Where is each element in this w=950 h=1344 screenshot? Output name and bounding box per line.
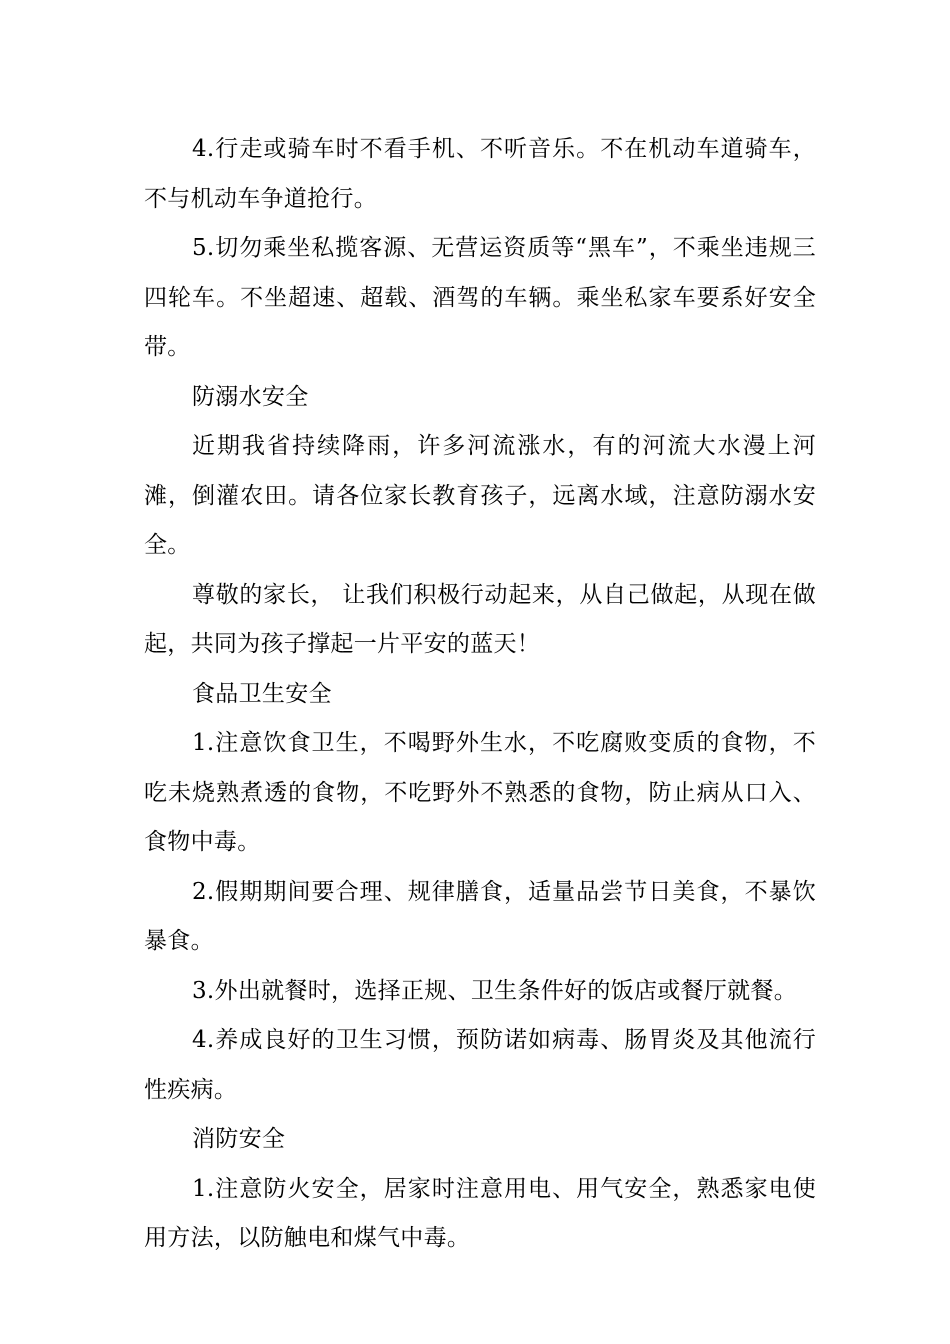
paragraph-traffic-5: 5.切勿乘坐私揽客源、无营运资质等“黑车”，不乘坐违规三四轮车。不坐超速、超载、酒驾的车辆。乘坐私家车要系好安全带。 [144, 235, 816, 360]
paragraph-food-3: 3.外出就餐时，选择正规、卫生条件好的饭店或餐厅就餐。 [192, 977, 798, 1004]
section-heading-fire-safety: 消防安全 [192, 1126, 286, 1152]
document-page [144, 125, 816, 1264]
paragraph-drowning: 近期我省持续降雨，许多河流涨水，有的河流大水漫上河滩，倒灌农田。请各位家长教育孩子，远离水域，注意防溺水安全。 [144, 433, 816, 558]
paragraph-food-4: 4.养成良好的卫生习惯，预防诺如病毒、肠胃炎及其他流行性疾病。 [144, 1027, 816, 1103]
section-heading-drowning: 防溺水安全 [192, 383, 309, 410]
section-heading-food-safety: 食品卫生安全 [192, 680, 332, 707]
paragraph-food-2: 2.假期期间要合理、规律膳食，适量品尝节日美食，不暴饮暴食。 [144, 878, 816, 954]
paragraph-fire-1: 1.注意防火安全，居家时注意用电、用气安全，熟悉家电使用方法，以防触电和煤气中毒。 [144, 1175, 816, 1251]
paragraph-parents-appeal: 尊敬的家长， 让我们积极行动起来，从自己做起，从现在做起，共同为孩子撑起一片平安的蓝天！ [144, 581, 816, 657]
paragraph-traffic-4: 4.行走或骑车时不看手机、不听音乐。不在机动车道骑车，不与机动车争道抢行。 [144, 136, 816, 212]
paragraph-food-1: 1.注意饮食卫生，不喝野外生水，不吃腐败变质的食物，不吃未烧熟煮透的食物，不吃野外不熟悉的食物，防止病从口入、食物中毒。 [144, 730, 816, 855]
